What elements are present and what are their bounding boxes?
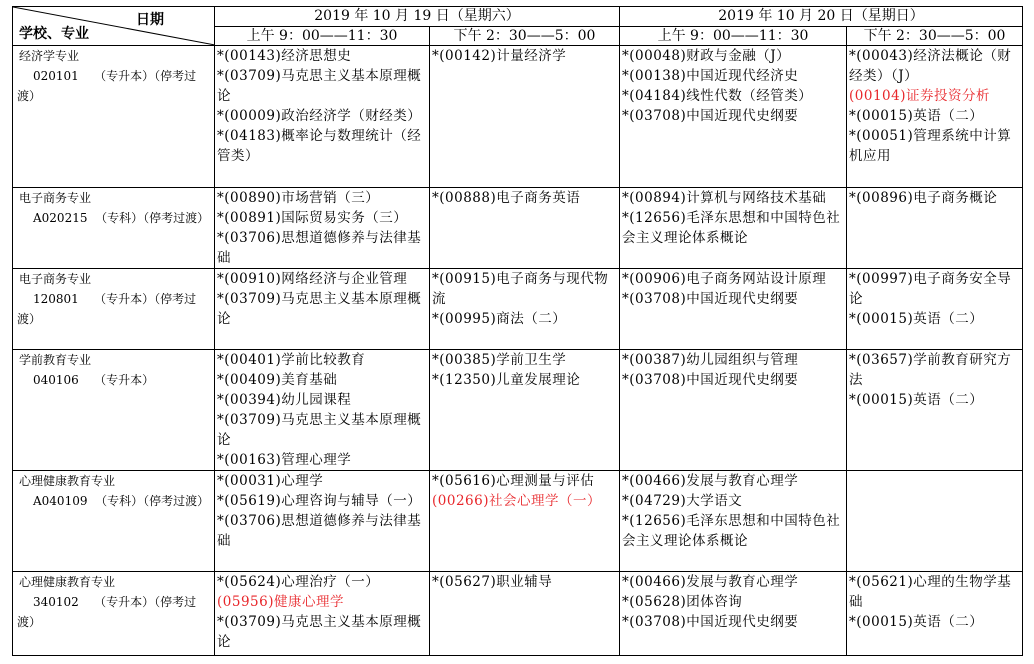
- session-cell: [847, 572, 1023, 656]
- course-item: *(00394)幼儿园课程: [217, 392, 352, 408]
- table-row: [13, 188, 1023, 269]
- course-item: *(00048)财政与金融（J）: [622, 48, 791, 64]
- course-item: *(00015)英语（二）: [849, 311, 984, 327]
- course-item: *(00031)心理学: [217, 473, 324, 489]
- schedule-body: [13, 46, 1023, 656]
- course-item: *(00995)商法（二）: [432, 311, 567, 327]
- course-item: *(00915)电子商务与现代物流: [432, 271, 609, 307]
- corner-date-label: 日期: [136, 12, 164, 28]
- course-item: *(05619)心理咨询与辅导（一）: [217, 493, 422, 509]
- session-cell: [620, 269, 847, 350]
- session-cell: [430, 269, 620, 350]
- session-cell: [847, 188, 1023, 269]
- major-cell: [13, 269, 215, 350]
- course-item: *(03709)马克思主义基本原理概论: [217, 412, 422, 448]
- course-item: *(00015)英语（二）: [849, 392, 984, 408]
- course-item: *(00409)美育基础: [217, 372, 338, 388]
- session-cell: [215, 572, 430, 656]
- table-row: [13, 471, 1023, 572]
- course-item-highlighted: (00266)社会心理学（一）: [432, 493, 601, 509]
- course-item: *(00163)管理心理学: [217, 452, 352, 468]
- major-name: 电子商务专业: [19, 191, 92, 205]
- major-cell: [13, 188, 215, 269]
- course-item: *(00387)幼儿园组织与管理: [622, 352, 799, 368]
- exam-schedule-table: [12, 6, 1023, 656]
- course-item: *(05624)心理治疗（一）: [217, 574, 380, 590]
- session-cell: [430, 46, 620, 188]
- major-code-continued: 渡）: [17, 615, 42, 629]
- session-cell: [430, 188, 620, 269]
- course-item: *(00896)电子商务概论: [849, 190, 998, 206]
- course-item: *(00009)政治经济学（财经类）: [217, 108, 422, 124]
- session-cell: [847, 471, 1023, 572]
- day1-header: 2019 年 10 月 19 日（星期六）: [215, 7, 620, 27]
- session-header: 上午 9：00——11：30: [215, 26, 430, 46]
- major-code-continued: 渡）: [17, 312, 42, 326]
- session-cell: [215, 471, 430, 572]
- course-item: *(00906)电子商务网站设计原理: [622, 271, 827, 287]
- major-name: 心理健康教育专业: [19, 474, 116, 488]
- course-item: *(04729)大学语文: [622, 493, 743, 509]
- course-item: *(00997)电子商务安全导论: [849, 271, 1012, 307]
- session-cell: [215, 46, 430, 188]
- course-item: *(00894)计算机与网络技术基础: [622, 190, 827, 206]
- course-item: *(12656)毛泽东思想和中国特色社会主义理论体系概论: [622, 210, 841, 246]
- course-item: *(03708)中国近现代史纲要: [622, 372, 799, 388]
- corner-school-label: 学校、专业: [19, 26, 89, 42]
- major-name: 经济学专业: [19, 49, 80, 63]
- course-item: *(00142)计量经济学: [432, 48, 567, 64]
- course-item: *(00043)经济法概论（财经类）（J）: [849, 48, 1012, 84]
- course-item: *(03706)思想道德修养与法律基础: [217, 230, 422, 266]
- session-cell: [847, 350, 1023, 471]
- session-cell: [215, 188, 430, 269]
- session-cell: [620, 350, 847, 471]
- course-item: *(12656)毛泽东思想和中国特色社会主义理论体系概论: [622, 513, 841, 549]
- session-cell: [847, 46, 1023, 188]
- major-code: A040109 （专科）（停考过渡）: [33, 494, 210, 508]
- course-item: *(00138)中国近现代经济史: [622, 68, 799, 84]
- course-item-highlighted: (00104)证券投资分析: [849, 88, 990, 104]
- major-code: A020215 （专科）（停考过渡）: [33, 211, 210, 225]
- major-name: 电子商务专业: [19, 272, 92, 286]
- course-item: *(12350)儿童发展理论: [432, 372, 581, 388]
- session-cell: [620, 471, 847, 572]
- session-header: 下午 2：30——5：00: [847, 26, 1023, 46]
- session-cell: [847, 269, 1023, 350]
- major-code: 120801 （专升本）（停考过: [33, 292, 197, 306]
- course-item: *(05627)职业辅导: [432, 574, 553, 590]
- corner-header-cell: [13, 7, 215, 46]
- course-item: *(03709)马克思主义基本原理概论: [217, 68, 422, 104]
- session-cell: [430, 471, 620, 572]
- course-item: *(04183)概率论与数理统计（经管类）: [217, 128, 422, 164]
- session-cell: [430, 572, 620, 656]
- course-item: *(03657)学前教育研究方法: [849, 352, 1012, 388]
- course-item: *(03708)中国近现代史纲要: [622, 291, 799, 307]
- major-name: 心理健康教育专业: [19, 575, 116, 589]
- course-item: *(03706)思想道德修养与法律基础: [217, 513, 422, 549]
- course-item: *(00466)发展与教育心理学: [622, 574, 799, 590]
- major-code: 040106 （专升本）: [33, 373, 155, 387]
- course-item: *(05616)心理测量与评估: [432, 473, 595, 489]
- course-item: *(05621)心理的生物学基础: [849, 574, 1012, 610]
- session-cell: [620, 188, 847, 269]
- major-name: 学前教育专业: [19, 353, 92, 367]
- course-item: *(00401)学前比较教育: [217, 352, 366, 368]
- session-header: 下午 2：30——5：00: [430, 26, 620, 46]
- major-cell: [13, 572, 215, 656]
- course-item: *(00910)网络经济与企业管理: [217, 271, 408, 287]
- course-item: *(00888)电子商务英语: [432, 190, 581, 206]
- course-item: *(00015)英语（二）: [849, 108, 984, 124]
- session-header: 上午 9：00——11：30: [620, 26, 847, 46]
- course-item: *(00890)市场营销（三）: [217, 190, 380, 206]
- course-item: *(03708)中国近现代史纲要: [622, 108, 799, 124]
- course-item: *(00143)经济思想史: [217, 48, 352, 64]
- session-cell: [215, 350, 430, 471]
- major-code: 020101 （专升本）（停考过: [33, 69, 197, 83]
- course-item: *(00891)国际贸易实务（三）: [217, 210, 408, 226]
- header-row-dates: [13, 7, 1023, 27]
- course-item: *(00466)发展与教育心理学: [622, 473, 799, 489]
- course-item: *(00051)管理系统中计算机应用: [849, 128, 1012, 164]
- major-code-continued: 渡）: [17, 89, 42, 103]
- course-item: *(05628)团体咨询: [622, 594, 743, 610]
- session-cell: [215, 269, 430, 350]
- table-row: [13, 350, 1023, 471]
- session-cell: [430, 350, 620, 471]
- table-row: [13, 269, 1023, 350]
- major-cell: [13, 46, 215, 188]
- course-item: *(03708)中国近现代史纲要: [622, 614, 799, 630]
- session-cell: [620, 572, 847, 656]
- session-cell: [620, 46, 847, 188]
- course-item: *(00015)英语（二）: [849, 614, 984, 630]
- table-row: [13, 572, 1023, 656]
- major-code: 340102 （专升本）（停考过: [33, 595, 197, 609]
- course-item: *(04184)线性代数（经管类）: [622, 88, 813, 104]
- major-cell: [13, 350, 215, 471]
- major-cell: [13, 471, 215, 572]
- course-item: *(00385)学前卫生学: [432, 352, 567, 368]
- table-row: [13, 46, 1023, 188]
- day2-header: 2019 年 10 月 20 日（星期日）: [620, 7, 1023, 27]
- course-item-highlighted: (05956)健康心理学: [217, 594, 344, 610]
- course-item: *(03709)马克思主义基本原理概论: [217, 614, 422, 650]
- course-item: *(03709)马克思主义基本原理概论: [217, 291, 422, 327]
